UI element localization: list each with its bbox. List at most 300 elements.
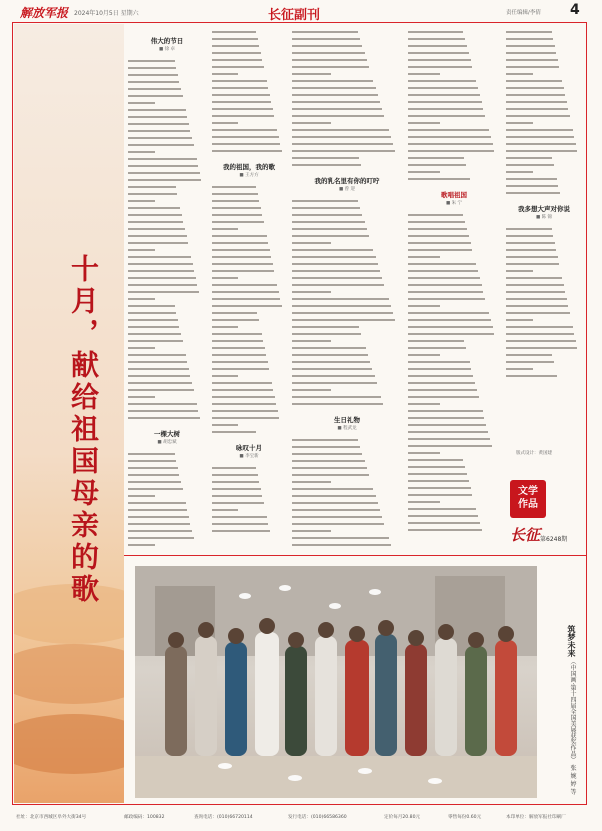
text-line	[408, 372, 500, 379]
footer-ad-phone: 查询电话：(010)66720114	[194, 815, 253, 820]
text-line	[506, 77, 582, 84]
poem-body	[292, 436, 402, 548]
poem-title: 一棵大树	[154, 430, 180, 438]
text-line	[506, 246, 582, 253]
text-line	[292, 534, 402, 541]
text-line	[212, 527, 286, 534]
text-line	[292, 49, 402, 56]
text-line	[212, 77, 286, 84]
text-line	[212, 253, 286, 260]
text-line	[292, 443, 402, 450]
text-line	[506, 358, 582, 365]
text-line	[212, 393, 286, 400]
section-title: 长征副刊	[268, 8, 321, 23]
text-line	[408, 91, 500, 98]
text-line	[292, 485, 402, 492]
text-line	[292, 281, 402, 288]
text-line	[408, 477, 500, 484]
poem-title: 我多想大声对你说	[518, 205, 570, 213]
text-line	[292, 541, 402, 548]
text-line	[128, 190, 206, 197]
text-line	[292, 56, 402, 63]
text-line	[292, 478, 402, 485]
text-line	[128, 274, 206, 281]
text-line	[128, 379, 206, 386]
poem-body	[506, 28, 582, 196]
text-line	[292, 365, 402, 372]
text-line	[212, 42, 286, 49]
text-line	[128, 148, 206, 155]
text-line	[212, 330, 286, 337]
text-line	[408, 63, 500, 70]
text-line	[292, 35, 402, 42]
text-line	[128, 400, 206, 407]
text-line	[408, 260, 500, 267]
text-line	[212, 309, 286, 316]
text-line	[408, 316, 500, 323]
text-line	[292, 527, 402, 534]
text-line	[128, 78, 206, 85]
poem-body	[212, 464, 286, 534]
poem-body	[408, 28, 500, 182]
footer-postcode: 邮政编码：100832	[124, 815, 165, 820]
text-line	[212, 499, 286, 506]
text-line	[408, 365, 500, 372]
text-line	[408, 246, 500, 253]
text-line	[128, 358, 206, 365]
issue-date: 2024年10月5日 星期六	[74, 10, 139, 17]
text-line	[212, 365, 286, 372]
text-line	[506, 239, 582, 246]
text-line	[128, 464, 206, 471]
text-line	[506, 337, 582, 344]
text-line	[128, 281, 206, 288]
text-line	[212, 471, 286, 478]
text-line	[212, 246, 286, 253]
text-line	[212, 386, 286, 393]
text-line	[292, 70, 402, 77]
text-line	[292, 457, 402, 464]
poem-author: ■ 朱 宁	[445, 201, 463, 206]
text-line	[128, 323, 206, 330]
text-line	[212, 323, 286, 330]
text-line	[506, 316, 582, 323]
text-line	[292, 436, 402, 443]
text-line	[128, 541, 206, 548]
page-footer	[16, 812, 596, 826]
text-line	[408, 344, 500, 351]
text-line	[292, 98, 402, 105]
text-line	[292, 197, 402, 204]
text-line	[506, 302, 582, 309]
text-line	[128, 127, 206, 134]
painting-caption	[546, 625, 576, 795]
text-line	[506, 232, 582, 239]
text-line	[506, 253, 582, 260]
text-line	[506, 98, 582, 105]
text-line	[506, 56, 582, 63]
page-number: 4	[570, 2, 580, 18]
poem-author: ■ 陈 锦	[535, 215, 553, 220]
text-line	[128, 260, 206, 267]
text-line	[506, 84, 582, 91]
text-line	[408, 49, 500, 56]
text-line	[408, 512, 500, 519]
text-line	[408, 232, 500, 239]
text-line	[408, 56, 500, 63]
footer-price: 定价每月20.80元	[384, 815, 421, 820]
text-line	[506, 133, 582, 140]
text-line	[128, 120, 206, 127]
text-line	[506, 112, 582, 119]
text-line	[408, 42, 500, 49]
text-line	[506, 281, 582, 288]
text-line	[128, 218, 206, 225]
text-line	[212, 407, 286, 414]
text-line	[212, 232, 286, 239]
text-line	[408, 218, 500, 225]
text-line	[408, 288, 500, 295]
text-line	[128, 365, 206, 372]
text-line	[212, 295, 286, 302]
text-line	[212, 464, 286, 471]
text-line	[506, 267, 582, 274]
text-line	[128, 309, 206, 316]
text-line	[212, 56, 286, 63]
text-line	[128, 520, 206, 527]
text-line	[128, 344, 206, 351]
text-line	[506, 28, 582, 35]
footer-retail: 零售每份0.60元	[448, 815, 482, 820]
footer-printer: 本印单位：解放军报社印刷厂	[506, 815, 566, 820]
text-line	[128, 288, 206, 295]
text-line	[212, 119, 286, 126]
text-line	[212, 372, 286, 379]
text-line	[292, 239, 402, 246]
text-line	[292, 42, 402, 49]
text-line	[212, 218, 286, 225]
text-line	[292, 513, 402, 520]
text-line	[408, 456, 500, 463]
text-line	[408, 154, 500, 161]
text-line	[408, 295, 500, 302]
text-line	[292, 309, 402, 316]
text-line	[292, 154, 402, 161]
text-line	[212, 492, 286, 499]
text-line	[292, 506, 402, 513]
poem-body	[408, 211, 500, 533]
text-line	[212, 260, 286, 267]
text-line	[408, 379, 500, 386]
text-line	[292, 211, 402, 218]
text-line	[506, 126, 582, 133]
text-line	[128, 225, 206, 232]
text-line	[212, 190, 286, 197]
text-line	[128, 267, 206, 274]
text-line	[292, 316, 402, 323]
text-line	[212, 91, 286, 98]
text-line	[292, 119, 402, 126]
text-line	[292, 161, 402, 168]
painting-artists: 张 婉 婷 等	[569, 764, 576, 795]
text-line	[408, 393, 500, 400]
text-line	[212, 126, 286, 133]
text-line	[292, 112, 402, 119]
text-line	[506, 288, 582, 295]
poem-author: ■ 徐 卓	[158, 47, 176, 52]
text-line	[128, 386, 206, 393]
text-line	[292, 105, 402, 112]
text-line	[408, 309, 500, 316]
text-line	[128, 302, 206, 309]
poem-title: 伟大的节日	[150, 37, 184, 45]
text-line	[128, 141, 206, 148]
text-line	[128, 330, 206, 337]
text-line	[292, 232, 402, 239]
text-line	[292, 260, 402, 267]
text-line	[212, 351, 286, 358]
text-line	[292, 225, 402, 232]
text-line	[292, 140, 402, 147]
text-line	[212, 140, 286, 147]
text-line	[292, 295, 402, 302]
text-line	[506, 260, 582, 267]
painting-ground	[135, 756, 537, 798]
text-line	[128, 450, 206, 457]
text-line	[506, 42, 582, 49]
text-line	[408, 119, 500, 126]
text-line	[212, 133, 286, 140]
literature-seal	[510, 480, 546, 518]
text-line	[128, 407, 206, 414]
layout-credit: 版式设计：黄国建	[516, 451, 552, 456]
text-line	[128, 478, 206, 485]
text-line	[408, 267, 500, 274]
text-line	[128, 372, 206, 379]
text-line	[212, 84, 286, 91]
poem-author: ■ 李宝新	[239, 454, 259, 459]
text-line	[212, 414, 286, 421]
text-line	[506, 372, 582, 379]
poem-body	[128, 450, 206, 548]
text-line	[212, 316, 286, 323]
text-line	[506, 323, 582, 330]
text-line	[292, 288, 402, 295]
text-line	[212, 478, 286, 485]
poem-body	[212, 183, 286, 435]
text-line	[212, 288, 286, 295]
text-line	[128, 506, 206, 513]
text-line	[292, 499, 402, 506]
mountain-ridge	[14, 644, 124, 704]
text-line	[408, 526, 500, 533]
text-line	[128, 499, 206, 506]
text-line	[408, 105, 500, 112]
text-line	[212, 225, 286, 232]
text-line	[506, 189, 582, 196]
text-line	[212, 379, 286, 386]
text-line	[506, 119, 582, 126]
text-line	[212, 112, 286, 119]
text-line	[128, 527, 206, 534]
text-line	[506, 330, 582, 337]
text-line	[128, 134, 206, 141]
text-line	[408, 414, 500, 421]
text-line	[408, 281, 500, 288]
text-column-5	[506, 28, 582, 448]
text-line	[212, 63, 286, 70]
text-line	[212, 485, 286, 492]
text-line	[408, 491, 500, 498]
text-line	[212, 267, 286, 274]
poem-title: 咏叹十月	[236, 444, 262, 452]
text-line	[128, 106, 206, 113]
text-line	[292, 267, 402, 274]
poem-body	[128, 57, 206, 421]
text-line	[128, 492, 206, 499]
text-line	[408, 84, 500, 91]
text-line	[292, 520, 402, 527]
text-line	[212, 274, 286, 281]
text-line	[292, 450, 402, 457]
text-line	[128, 534, 206, 541]
text-line	[212, 183, 286, 190]
poem-author: ■ 王方方	[239, 173, 259, 178]
text-line	[506, 161, 582, 168]
text-line	[292, 84, 402, 91]
text-line	[408, 428, 500, 435]
text-line	[408, 498, 500, 505]
text-line	[408, 70, 500, 77]
text-line	[408, 211, 500, 218]
text-line	[128, 393, 206, 400]
text-line	[128, 85, 206, 92]
text-line	[506, 63, 582, 70]
text-line	[212, 98, 286, 105]
text-line	[506, 168, 582, 175]
text-column-3	[292, 28, 402, 548]
text-line	[128, 351, 206, 358]
text-line	[408, 98, 500, 105]
text-column-2	[212, 28, 286, 548]
text-line	[408, 140, 500, 147]
text-line	[128, 211, 206, 218]
text-line	[408, 330, 500, 337]
text-line	[408, 35, 500, 42]
text-line	[292, 471, 402, 478]
page-header	[0, 0, 602, 24]
text-line	[408, 435, 500, 442]
text-line	[128, 239, 206, 246]
painting-illustration	[135, 566, 537, 798]
text-line	[408, 302, 500, 309]
text-line	[128, 485, 206, 492]
text-line	[506, 295, 582, 302]
text-line	[128, 162, 206, 169]
text-line	[292, 302, 402, 309]
text-line	[506, 91, 582, 98]
text-line	[506, 105, 582, 112]
text-line	[128, 71, 206, 78]
text-line	[506, 274, 582, 281]
section-divider	[124, 555, 586, 556]
painting-title: 筑梦未来	[567, 625, 577, 657]
poem-author: ■ 程武龙	[337, 426, 357, 431]
text-line	[292, 337, 402, 344]
poem-body	[212, 28, 286, 154]
text-line	[212, 302, 286, 309]
text-line	[408, 175, 500, 182]
text-line	[292, 344, 402, 351]
seal-text: 作品	[518, 499, 538, 510]
text-line	[408, 168, 500, 175]
text-column-4	[408, 28, 500, 548]
text-line	[292, 77, 402, 84]
text-line	[292, 330, 402, 337]
text-line	[506, 49, 582, 56]
text-line	[408, 463, 500, 470]
text-line	[128, 155, 206, 162]
text-line	[292, 63, 402, 70]
text-line	[506, 309, 582, 316]
newspaper-logo: 解放军报	[20, 6, 69, 20]
text-line	[292, 379, 402, 386]
text-line	[212, 28, 286, 35]
text-line	[506, 365, 582, 372]
text-line	[212, 520, 286, 527]
text-line	[212, 49, 286, 56]
text-line	[408, 484, 500, 491]
text-line	[292, 492, 402, 499]
text-line	[408, 274, 500, 281]
text-line	[292, 372, 402, 379]
text-line	[292, 464, 402, 471]
text-line	[408, 126, 500, 133]
text-line	[212, 35, 286, 42]
poem-title: 歌唱祖国	[441, 191, 467, 199]
text-line	[292, 28, 402, 35]
text-line	[212, 358, 286, 365]
text-line	[128, 414, 206, 421]
text-line	[292, 218, 402, 225]
text-line	[506, 225, 582, 232]
text-line	[212, 344, 286, 351]
text-line	[506, 35, 582, 42]
text-line	[408, 133, 500, 140]
text-line	[292, 246, 402, 253]
text-line	[212, 105, 286, 112]
text-line	[128, 316, 206, 323]
text-line	[292, 91, 402, 98]
text-line	[408, 505, 500, 512]
text-line	[212, 421, 286, 428]
text-line	[408, 358, 500, 365]
text-line	[292, 386, 402, 393]
poem-body	[292, 197, 402, 407]
text-line	[408, 323, 500, 330]
text-line	[292, 126, 402, 133]
painting-subtitle: （中国画·第十四届全国美展获奖作品）	[569, 658, 576, 763]
text-line	[128, 57, 206, 64]
text-line	[128, 337, 206, 344]
text-line	[408, 442, 500, 449]
text-line	[408, 161, 500, 168]
text-line	[128, 457, 206, 464]
text-column-1	[128, 28, 206, 548]
text-line	[128, 232, 206, 239]
text-line	[128, 471, 206, 478]
text-line	[408, 147, 500, 154]
